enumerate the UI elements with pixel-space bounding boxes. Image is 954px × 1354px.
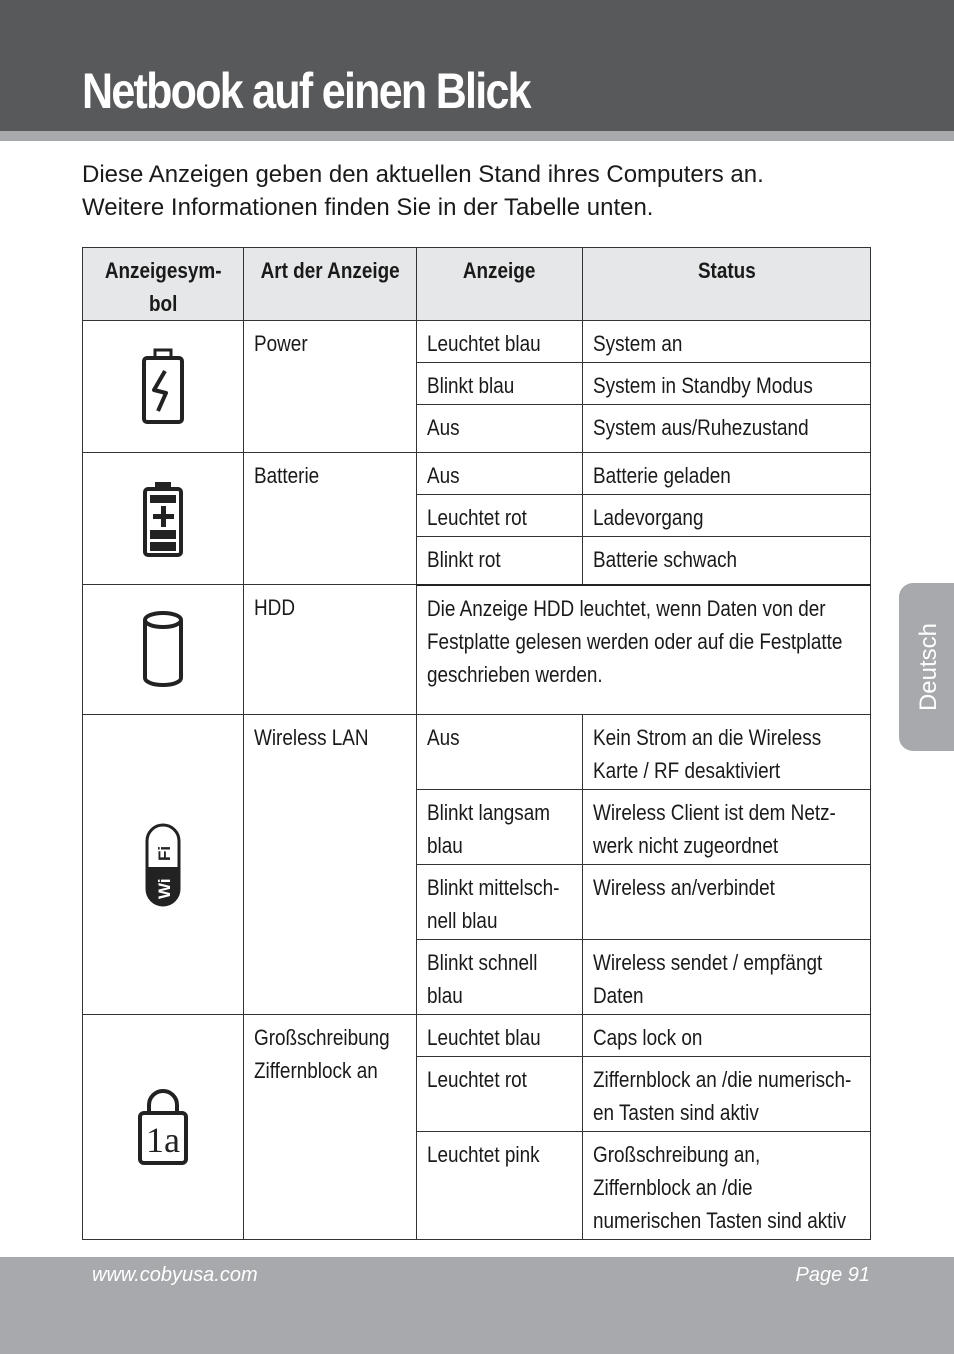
battery-icon: [83, 453, 244, 585]
intro-text: [82, 158, 882, 224]
indicator-cell: Leuchtet pink: [417, 1132, 583, 1240]
status-cell: Batterie geladen: [583, 453, 871, 495]
column-header-symbol: Anzeigesym- bol: [83, 248, 244, 321]
column-header-status: Status: [583, 248, 871, 321]
status-cell: Ladevorgang: [583, 495, 871, 537]
indicator-cell: Blinkt blau: [417, 363, 583, 405]
table-row: [83, 321, 871, 363]
status-cell: Wireless sendet / empfängt Daten: [583, 940, 871, 1015]
indicator-cell: Leuchtet rot: [417, 495, 583, 537]
status-cell: Batterie schwach: [583, 537, 871, 585]
column-header-type: Art der Anzeige: [244, 248, 417, 321]
hdd-icon: [83, 585, 244, 715]
status-cell: Wireless Client ist dem Netz-werk nicht zugeordnet: [583, 790, 871, 865]
status-cell: Ziffernblock an /die numerisch-en Tasten sind aktiv: [583, 1057, 871, 1132]
indicator-cell: Leuchtet blau: [417, 1015, 583, 1057]
indicator-cell: Blinkt langsam blau: [417, 790, 583, 865]
table-header-row: [83, 248, 871, 321]
indicator-cell: Blinkt rot: [417, 537, 583, 585]
indicator-cell: Leuchtet rot: [417, 1057, 583, 1132]
type-power: Power: [244, 321, 417, 453]
status-cell: System aus/Ruhezustand: [583, 405, 871, 453]
table-row: [83, 585, 871, 715]
status-cell: Großschreibung an, Ziffernblock an /die numerischen Tasten sind aktiv: [583, 1132, 871, 1240]
type-wireless: Wireless LAN: [244, 715, 417, 1015]
status-cell: Caps lock on: [583, 1015, 871, 1057]
column-header-indicator: Anzeige: [417, 248, 583, 321]
status-cell: Kein Strom an die Wireless Karte / RF desaktiviert: [583, 715, 871, 790]
wifi-icon-wi: Wi: [155, 877, 174, 899]
intro-line-1: Diese Anzeigen geben den aktuellen Stand ihres Computers an.: [82, 161, 764, 188]
intro-line-2: Weitere Informationen finden Sie in der Tabelle unten.: [82, 194, 654, 221]
power-battery-icon: [83, 321, 244, 453]
hdd-description: Die Anzeige HDD leuchtet, wenn Daten von der Festplatte gelesen werden oder auf die Festplatte geschrieben werden.: [417, 585, 871, 715]
language-tab: [899, 583, 954, 751]
indicator-cell: Blinkt schnell blau: [417, 940, 583, 1015]
status-cell: System an: [583, 321, 871, 363]
indicator-cell: Aus: [417, 453, 583, 495]
page-number: Page 91: [795, 1264, 870, 1286]
type-caps-num: Großschreibung Ziffernblock an: [244, 1015, 417, 1240]
type-hdd: HDD: [244, 585, 417, 715]
caps-num-lock-icon: [83, 1015, 244, 1240]
wifi-icon-fi: Fi: [155, 845, 174, 861]
indicator-cell: Blinkt mittelsch-nell blau: [417, 865, 583, 940]
indicator-cell: Aus: [417, 715, 583, 790]
table-row: [83, 715, 871, 790]
lock-icon-label: 1a: [146, 1120, 180, 1160]
indicator-cell: Aus: [417, 405, 583, 453]
status-cell: Wireless an/verbindet: [583, 865, 871, 940]
status-cell: System in Standby Modus: [583, 363, 871, 405]
page-title: Netbook auf einen Blick: [82, 63, 530, 119]
wifi-icon: [83, 715, 244, 1015]
table-row: [83, 1015, 871, 1057]
type-battery: Batterie: [244, 453, 417, 585]
indicator-cell: Leuchtet blau: [417, 321, 583, 363]
indicator-table: [82, 247, 871, 1240]
header-stripe: [0, 131, 954, 141]
footer-url: www.cobyusa.com: [92, 1264, 258, 1286]
language-tab-label: Deutsch: [915, 622, 942, 712]
table-row: [83, 453, 871, 495]
